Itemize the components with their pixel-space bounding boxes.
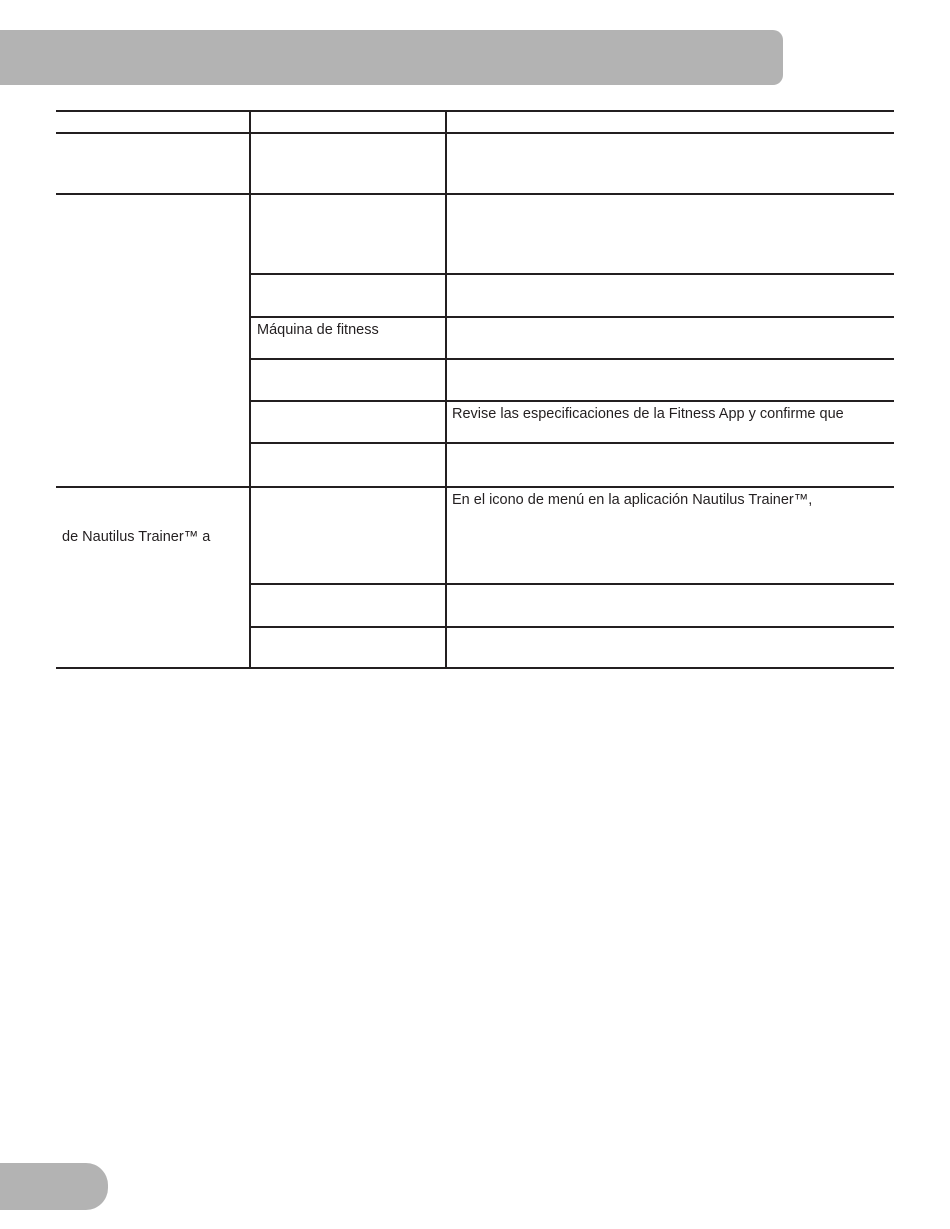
row2e-bottom-rule: [250, 442, 894, 444]
row2d-bottom-rule: [250, 400, 894, 402]
solution-cell-row3a: En el icono de menú en la aplicación Nautilus Trainer™,: [452, 492, 813, 508]
row3a-bottom-rule: [250, 583, 894, 585]
problem-cell-row3: de Nautilus Trainer™ a: [62, 529, 211, 545]
row1-bottom-rule: [56, 193, 894, 195]
page-number-tab: [0, 1163, 108, 1210]
row3b-bottom-rule: [250, 626, 894, 628]
table-header-rule: [56, 132, 894, 134]
col1-divider: [249, 110, 251, 669]
table-bottom-rule: [56, 667, 894, 669]
row2a-bottom-rule: [250, 273, 894, 275]
table-top-rule: [56, 110, 894, 112]
row2c-bottom-rule: [250, 358, 894, 360]
row2b-bottom-rule: [250, 316, 894, 318]
solution-cell-row2e: Revise las especificaciones de la Fitness App y confirme que: [452, 406, 844, 422]
row2-bottom-rule: [56, 486, 894, 488]
col2-divider: [445, 110, 447, 669]
cause-cell-row2c: Máquina de fitness: [257, 322, 379, 338]
header-band: [0, 30, 783, 85]
